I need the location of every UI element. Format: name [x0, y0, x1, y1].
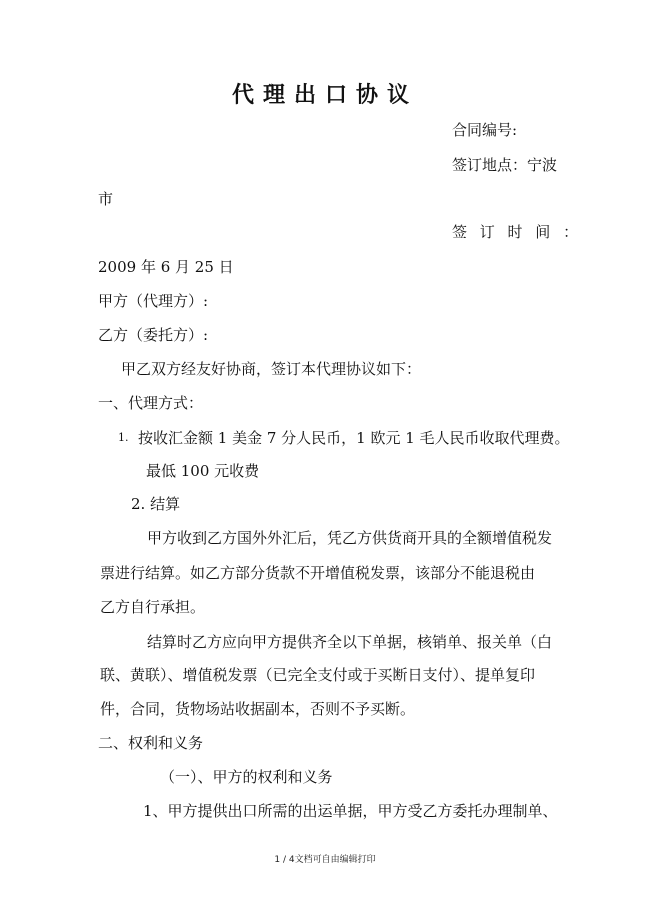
contract-number-label: 合同编号:	[452, 121, 518, 139]
settlement-para-2-line-3: 件，合同，货物场站收据副本，否则不予买断。	[100, 700, 416, 718]
sign-date: 2009 年 6 月 25 日	[98, 258, 234, 276]
document-title: 代理出口协议	[231, 82, 418, 108]
item-1-continuation: 最低 100 元收费	[146, 462, 260, 480]
settlement-para-2-line-2: 联、黄联）、增值税发票（已完全支付或于买断日支付）、提单复印	[100, 666, 536, 684]
settlement-para-1-line-2: 票进行结算。如乙方部分货款不开增值税发票，该部分不能退税由	[100, 564, 536, 582]
item-1-text: 按收汇金额 1 美金 7 分人民币，1 欧元 1 毛人民币收取代理费。	[138, 429, 570, 447]
section-2-heading: 二、权利和义务	[98, 734, 204, 752]
page-footer: 1 / 4文档可自由编辑打印	[274, 855, 376, 865]
party-a: 甲方（代理方）:	[98, 292, 209, 310]
item-1-number: 1.	[118, 431, 129, 444]
section-2-sub-heading: （一）、甲方的权利和义务	[160, 768, 333, 786]
section-1-heading: 一、代理方式：	[98, 394, 204, 412]
item-2-heading: 2. 结算	[131, 495, 181, 513]
settlement-para-1-line-1: 甲方收到乙方国外外汇后，凭乙方供货商开具的全额增值税发	[147, 529, 553, 547]
party-b: 乙方（委托方）:	[98, 326, 209, 344]
sign-time-label: 签 订 时 间 ：	[452, 223, 583, 241]
settlement-para-1-line-3: 乙方自行承担。	[100, 598, 206, 616]
sign-place-label: 签订地点：宁波	[452, 156, 558, 174]
section-2-item-1: 1、甲方提供出口所需的出运单据，甲方受乙方委托办理制单、	[143, 802, 558, 820]
intro-paragraph: 甲乙双方经友好协商，签订本代理协议如下：	[121, 360, 422, 378]
settlement-para-2-line-1: 结算时乙方应向甲方提供齐全以下单据，核销单、报关单（白	[147, 633, 553, 651]
sign-place-continuation: 市	[98, 190, 114, 208]
